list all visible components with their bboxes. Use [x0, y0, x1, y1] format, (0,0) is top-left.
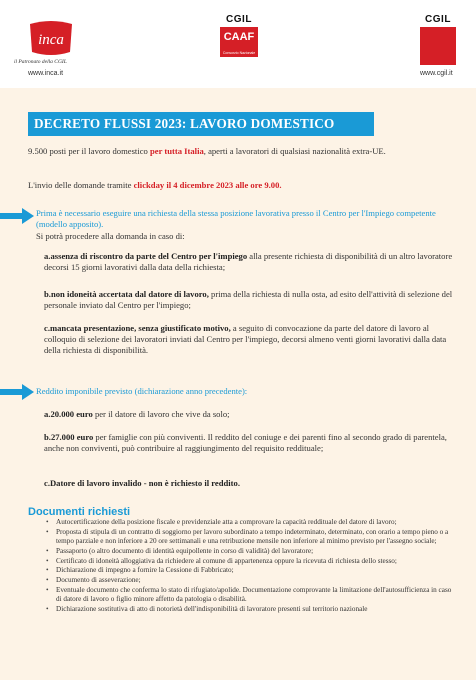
- cgil-logo: [420, 14, 456, 65]
- item-letter: b.: [44, 289, 51, 299]
- document-item: • Certificato di idoneità alloggiativa da richiedere al comune di appartenenza oppure la ricevuta di richiesta dello stesso;: [44, 557, 456, 566]
- caaf-box: [220, 27, 258, 57]
- cgil-word-right: CGIL: [425, 14, 451, 25]
- condition-item-c: [44, 323, 456, 356]
- income-item-c: [44, 478, 456, 489]
- cgil-caaf-logo: [220, 14, 258, 57]
- intro-text-end: , aperti a lavoratori di qualsiasi nazionalità extra-UE.: [203, 146, 386, 156]
- svg-text:inca: inca: [38, 32, 64, 48]
- item-text: per il datore di lavoro che vive da solo;: [92, 409, 230, 419]
- document-item: • Dichiarazione di impegno a fornire la Cessione di Fabbricato;: [44, 566, 456, 575]
- item-bold: mancata presentazione, senza giustificato motivo,: [49, 323, 231, 333]
- item-text: alla presente richiesta di disponibilità di un altro lavoratore decorsi 15 giorni lavorativi dalla data della richiesta;: [44, 251, 453, 272]
- section1-lead: Prima è necessario eseguire una richiesta della stessa posizione lavorativa presso il Centro per l'Impiego competente (modello apposito).: [36, 208, 436, 229]
- inca-logo: [26, 18, 76, 58]
- arrow-right-icon: [0, 208, 34, 224]
- arrow-right-icon: [0, 384, 34, 400]
- main-content: [0, 88, 476, 680]
- item-bold: 20.000 euro: [50, 409, 93, 419]
- clickday-highlight: clickday il 4 dicembre 2023 alle ore 9.00.: [133, 180, 282, 190]
- document-item: • Passaporto (o altro documento di identità equipollente in corso di validità) del lavoratore;: [44, 547, 456, 556]
- inca-url[interactable]: www.inca.it: [28, 70, 64, 77]
- intro-paragraph-2: [28, 180, 448, 191]
- cgil-url[interactable]: www.cgil.it: [420, 70, 453, 77]
- cgil-word: CGIL: [226, 14, 252, 25]
- item-bold: 27.000 euro: [50, 432, 94, 442]
- section2-lead: Reddito imponibile previsto (dichiarazione anno precedente):: [36, 386, 248, 396]
- cgil-flag-icon: [420, 27, 456, 65]
- income-item-b: [44, 432, 456, 454]
- item-text: per famiglie con più conviventi. Il reddito del coniuge e dei parenti fino al secondo grado di parentela, anche non conviventi, può contribuire al raggiungimento del requisito reddituale;: [44, 432, 447, 453]
- item-letter: c.: [44, 478, 50, 488]
- intro-paragraph-1: [28, 146, 448, 157]
- page-title: DECRETO FLUSSI 2023: LAVORO DOMESTICO: [28, 112, 374, 136]
- documents-title: Documenti richiesti: [28, 506, 131, 518]
- condition-item-b: [44, 289, 456, 311]
- item-text: a seguito di convocazione da parte del datore di lavoro al colloquio di selezione dei lavoratori inviati dal Centro per l'impiego, decorsi almeno venti giorni lavorativi dalla data della richiesta di disponibilità.: [44, 323, 447, 355]
- item-bold: non idoneità accertata dal datore di lavoro,: [50, 289, 209, 299]
- item-letter: b.: [44, 432, 51, 442]
- document-item: • Proposta di stipula di un contratto di soggiorno per lavoro subordinato a tempo indeterminato, determinato, con orario a tempo pieno o a tempo parziale e non inferiore a 20 ore settimanali e una retribuzione mensile non inferiore al minimo previsto per l'assegno sociale;: [44, 528, 456, 547]
- caaf-subtitle: Consorzio Nazionale: [222, 51, 256, 55]
- item-letter: c.: [44, 323, 50, 333]
- intro-text: 9.500 posti per il lavoro domestico: [28, 146, 150, 156]
- intro-highlight: per tutta Italia: [149, 146, 204, 156]
- income-item-a: [44, 409, 456, 420]
- item-text: prima della richiesta di nulla osta, ad esito dell'attività di selezione del personale inviato dal Centro per l'impiego;: [44, 289, 453, 310]
- header: [0, 0, 476, 88]
- inca-subtitle: il Patronato della CGIL: [14, 59, 67, 65]
- document-item: • Autocertificazione della posizione fiscale e previdenziale atta a comprovare la capacità reddituale del datore di lavoro;: [44, 518, 456, 527]
- document-item: • Dichiarazione sostitutiva di atto di notorietà dell'indisponibilità di lavoratore presenti sul territorio nazionale: [44, 605, 456, 614]
- item-letter: a.: [44, 251, 51, 261]
- clickday-text: L'invio delle domande tramite: [28, 180, 134, 190]
- document-item: • Eventuale documento che conferma lo stato di rifugiato/apolide. Documentazione comprovante la limitazione dell'autosufficienza in caso di datore di lavoro o figlio minore affetto da patologia o disabilità.: [44, 586, 456, 605]
- section1-sub: Si potrà procedere alla domanda in caso di:: [36, 231, 185, 241]
- condition-item-a: [44, 251, 456, 273]
- documents-list: [44, 518, 456, 615]
- document-item: • Documento di asseverazione;: [44, 576, 456, 585]
- item-letter: a.: [44, 409, 51, 419]
- item-bold: Datore di lavoro invalido - non è richiesto il reddito.: [49, 478, 240, 488]
- item-bold: assenza di riscontro da parte del Centro per l'impiego: [50, 251, 248, 261]
- caaf-word: CAAF: [223, 31, 255, 43]
